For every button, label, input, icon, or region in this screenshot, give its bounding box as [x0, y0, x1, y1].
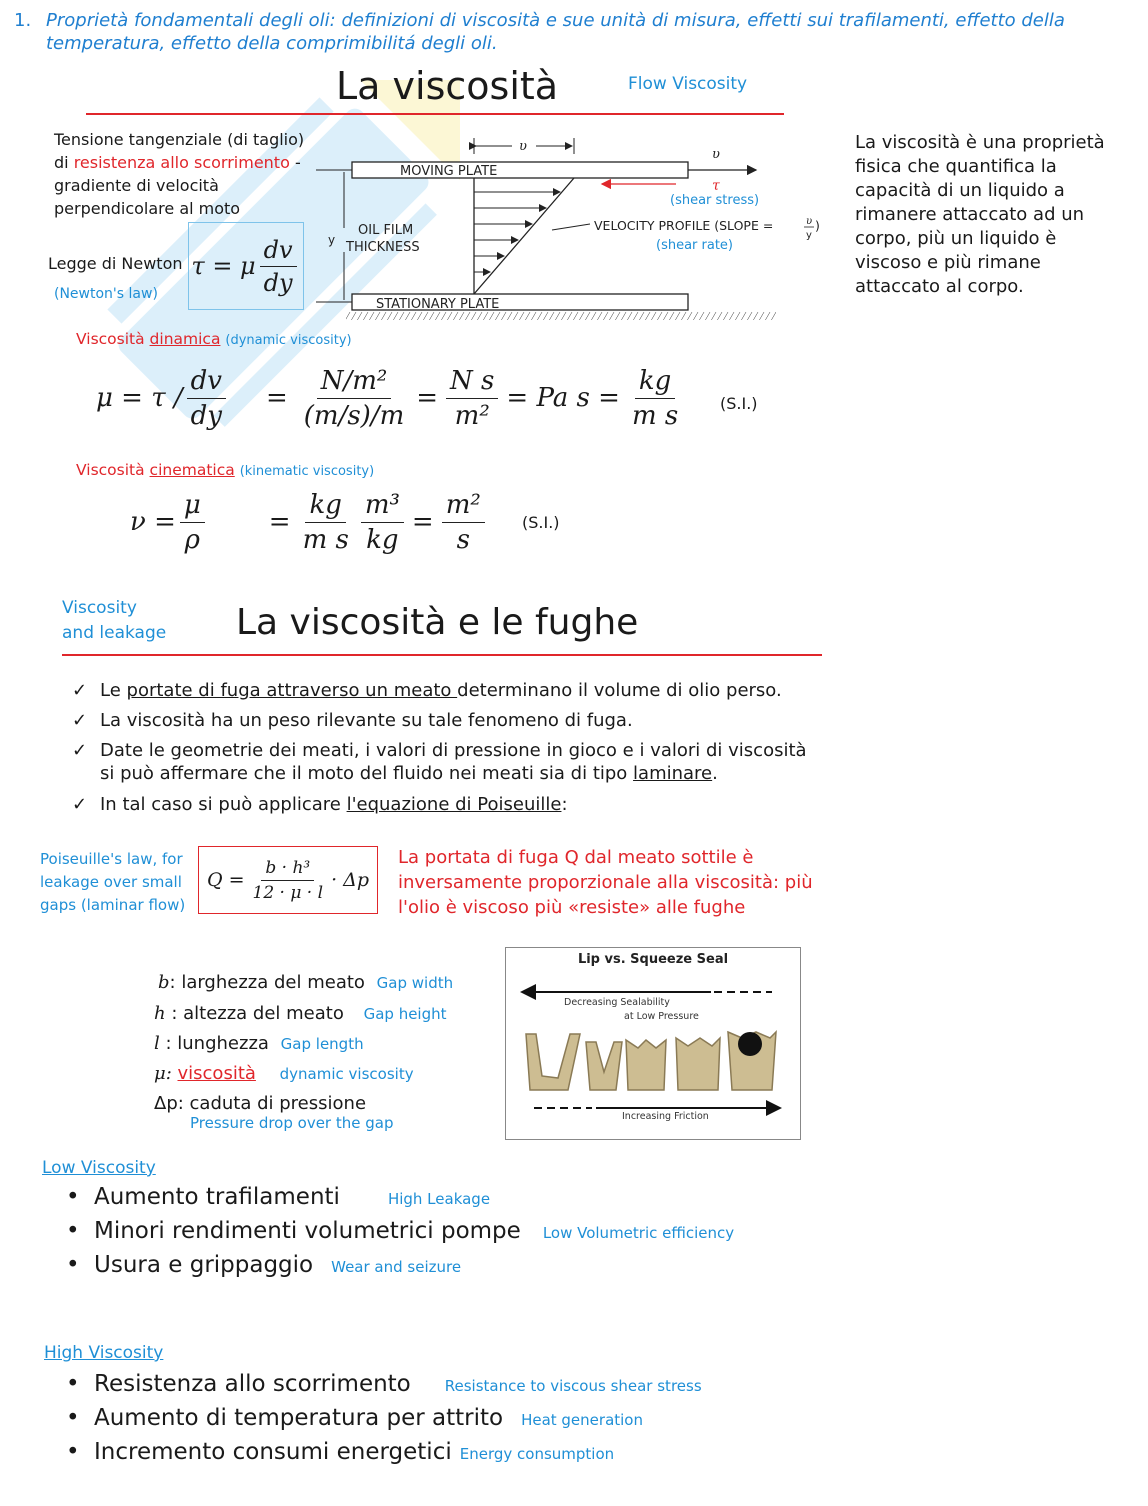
diagram-moving-plate: MOVING PLATE	[400, 164, 498, 179]
high-viscosity-item: • Aumento di temperatura per attrito Heat generation	[66, 1405, 643, 1431]
diagram-shear-rate: (shear rate)	[656, 238, 734, 253]
tension-line4: perpendicolare al moto	[54, 199, 241, 218]
newton-law-en: (Newton's law)	[54, 286, 158, 302]
diagram-oil-film-1: OIL FILM	[358, 223, 414, 238]
low-viscosity-item: • Usura e grippaggio Wear and seizure	[66, 1252, 462, 1278]
side-note: La viscosità è una proprietà fisica che quantifica la capacità di un liquido a rimanere attaccato ad un corpo, più un liquido è viscoso e più rimane attaccato al corpo.	[855, 132, 1105, 297]
diagram-slope-den: y	[806, 230, 812, 241]
seal-top-arrow-2: at Low Pressure	[624, 1011, 699, 1022]
question-line2: temperatura, effetto della comprimibilitá degli oli.	[46, 33, 498, 54]
check-bullet-4: ✓ In tal caso si può applicare l'equazione di Poiseuille:	[72, 794, 568, 815]
high-viscosity-item: • Resistenza allo scorrimento Resistance to viscous shear stress	[66, 1371, 702, 1397]
svg-text:): )	[815, 218, 820, 233]
legend-dp-en: Pressure drop over the gap	[190, 1114, 394, 1132]
dynamic-viscosity-title: Viscosità dinamica (dynamic viscosity)	[76, 330, 352, 348]
slide2-en-title: Viscosity and leakage	[62, 598, 167, 643]
diagram-v-label: υ	[519, 139, 527, 154]
tension-line2: di resistenza allo scorrimento -	[54, 153, 301, 172]
legend-b: b: larghezza del meato Gap width	[158, 972, 454, 993]
tension-line3: gradiente di velocità	[54, 176, 219, 195]
newton-label: Legge di Newton	[48, 254, 183, 273]
seal-figure	[505, 947, 801, 1140]
question-number: 1.	[14, 10, 32, 31]
diagram-y-label: y	[328, 233, 336, 247]
seal-title: Lip vs. Squeeze Seal	[577, 952, 729, 967]
newton-formula-num: dv	[260, 236, 297, 267]
newton-formula-lhs: τ = μ	[191, 252, 256, 280]
dynamic-si: (S.I.)	[720, 394, 758, 413]
low-viscosity-heading: Low Viscosity	[42, 1158, 156, 1178]
shear-flow-diagram	[306, 128, 826, 324]
diagram-tau: τ	[712, 178, 720, 194]
diagram-shear-stress: (shear stress)	[670, 193, 760, 208]
poiseuille-en-note: Poiseuille's law, for leakage over small gaps (laminar flow)	[40, 850, 186, 914]
high-viscosity-heading: High Viscosity	[44, 1343, 164, 1363]
slide1-subtitle: Flow Viscosity	[628, 74, 748, 94]
newton-formula-den: dy	[263, 268, 293, 297]
diagram-slope-num: υ	[806, 216, 813, 227]
poiseuille-it-note: La portata di fuga Q dal meato sottile è inversamente proporzionale alla viscosità: più l'olio è viscoso più «resiste» alle fughe	[398, 847, 813, 918]
legend-dp: Δp: caduta di pressione	[154, 1093, 367, 1114]
tension-text	[54, 128, 304, 220]
low-viscosity-item: • Aumento trafilamenti High Leakage	[66, 1184, 491, 1210]
legend-l: l : lunghezza Gap length	[154, 1033, 364, 1054]
diagram-oil-film-2: THICKNESS	[346, 240, 420, 255]
slide1-title: La viscosità	[336, 64, 559, 108]
high-viscosity-item: • Incremento consumi energetici Energy consumption	[66, 1439, 615, 1465]
kinematic-viscosity-title: Viscosità cinematica (kinematic viscosity)	[76, 461, 375, 479]
dynamic-viscosity-formula: μ = τ / $\frac{dv}{dy}$ = $\frac{\text{N/m²}}{(m/s)/m}$ = $\frac{\text{N s}}{\text{m²}}$ = Pa s = $\frac{kg}{\text{m s}}$	[96, 365, 679, 431]
seal-top-arrow-1: Decreasing Sealability	[564, 997, 670, 1008]
slide2-title-rule	[62, 654, 822, 656]
legend-h: h : altezza del meato Gap height	[154, 1003, 447, 1024]
slide1-title-rule	[86, 113, 784, 115]
check-bullet-3: ✓ Date le geometrie dei meati, i valori di pressione in gioco e i valori di viscosità si può affermare che il moto del fluido nei meati sia di tipo laminare.	[72, 740, 807, 784]
kinematic-si: (S.I.)	[522, 513, 560, 532]
slide2-title: La viscosità e le fughe	[236, 602, 639, 643]
legend-mu: μ: viscosità dynamic viscosity	[154, 1063, 414, 1084]
diagram-stationary-plate: STATIONARY PLATE	[376, 297, 500, 312]
kinematic-viscosity-formula: ν = $\frac{\mu}{\rho}$ = $\frac{kg}{\text{m s}}$ $\frac{\text{m³}}{kg}$ = $\frac{\text{m²}}{s}$	[130, 482, 489, 562]
check-bullet-2: ✓ La viscosità ha un peso rilevante su tale fenomeno di fuga.	[72, 710, 633, 731]
question-header	[14, 10, 1134, 54]
seal-bottom-arrow: Increasing Friction	[622, 1111, 709, 1122]
diagram-v-label-right: υ	[712, 147, 720, 162]
tension-line1: Tensione tangenziale (di taglio)	[54, 130, 305, 149]
check-bullet-1: ✓ Le portate di fuga attraverso un meato determinano il volume di olio perso.	[72, 680, 782, 701]
low-viscosity-item: • Minori rendimenti volumetrici pompe Low Volumetric efficiency	[66, 1218, 735, 1244]
question-line1: Proprietà fondamentali degli oli: definizioni di viscosità e sue unità di misura, effetti sui trafilamenti, effetto della	[46, 10, 1065, 31]
newton-formula-box	[188, 222, 304, 310]
diagram-velocity-profile: VELOCITY PROFILE (SLOPE =	[594, 218, 774, 233]
poiseuille-formula-box: Q = $\frac{\text{b · h³}}{12 \cdot \mu \cdot l}$ · Δp	[198, 846, 378, 914]
dyn-lhs: μ = τ /	[96, 383, 183, 413]
